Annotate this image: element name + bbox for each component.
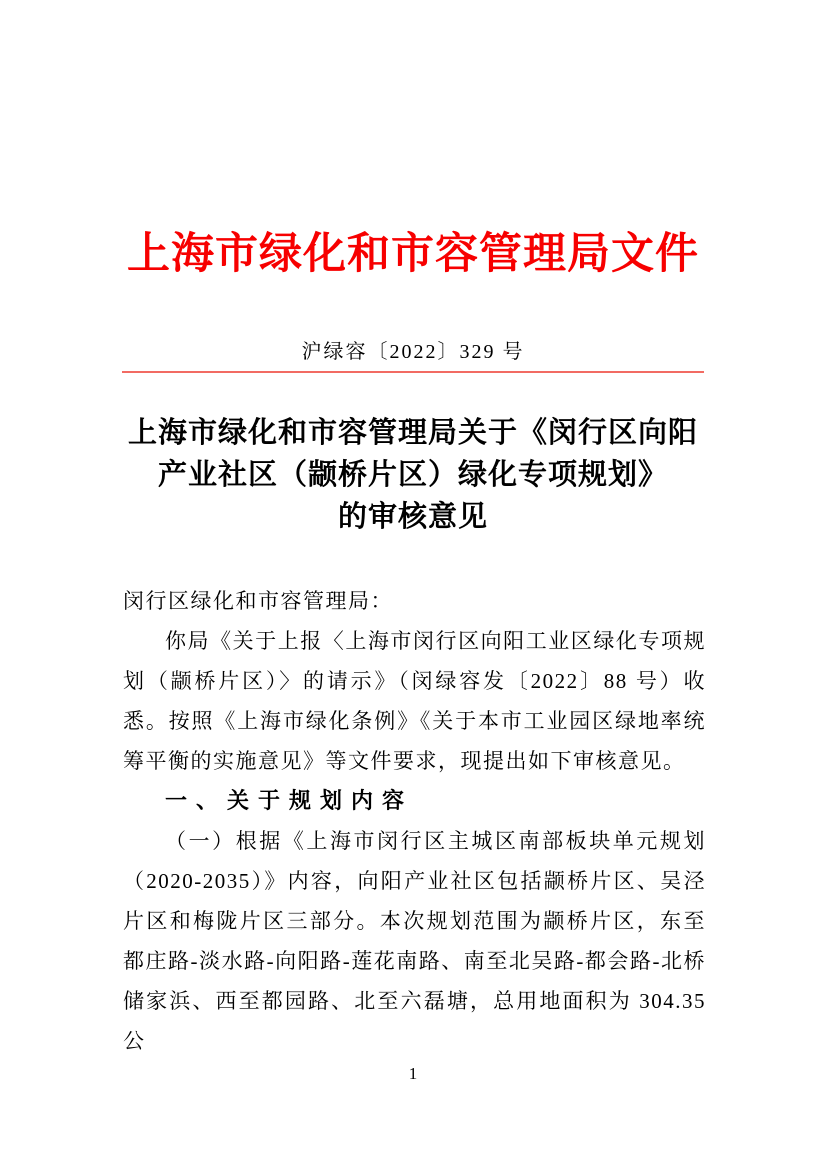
- body-paragraph-1: 你局《关于上报〈上海市闵行区向阳工业区绿化专项规划（颛桥片区）〉的请示》（闵绿容发〔2022〕88 号）收悉。按照《上海市绿化条例》《关于本市工业园区绿地率统筹平衡的实施意见》等文件要求，现提出如下审核意见。: [123, 629, 706, 773]
- body-paragraph-2: （一）根据《上海市闵行区主城区南部板块单元规划（2020-2035）》内容，向阳产业社区包括颛桥片区、吴泾片区和梅陇片区三部分。本次规划范围为颛桥片区，东至都庄路-淡水路-向阳路-莲花南路、南至北吴路-都会路-北桥储家浜、西至都园路、北至六磊塘，总用地面积为 304.35 公: [123, 829, 706, 1053]
- red-divider-line: [122, 371, 704, 373]
- page-number: 1: [408, 1064, 418, 1083]
- document-title: [61, 412, 765, 538]
- section-heading-1: 一、关于规划内容: [165, 788, 414, 813]
- recipient-salutation: 闵行区绿化和市容管理局：: [123, 589, 393, 613]
- document-title-line-2: 产业社区（颛桥片区）绿化专项规划》: [157, 459, 668, 491]
- document-body: [123, 581, 706, 1061]
- document-number: 沪绿容〔2022〕329 号: [301, 341, 525, 363]
- document-title-line-3: 的审核意见: [337, 501, 488, 533]
- letterhead-agency-title: 上海市绿化和市容管理局文件: [127, 231, 699, 278]
- document-title-line-1: 上海市绿化和市容管理局关于《闵行区向阳: [127, 417, 698, 449]
